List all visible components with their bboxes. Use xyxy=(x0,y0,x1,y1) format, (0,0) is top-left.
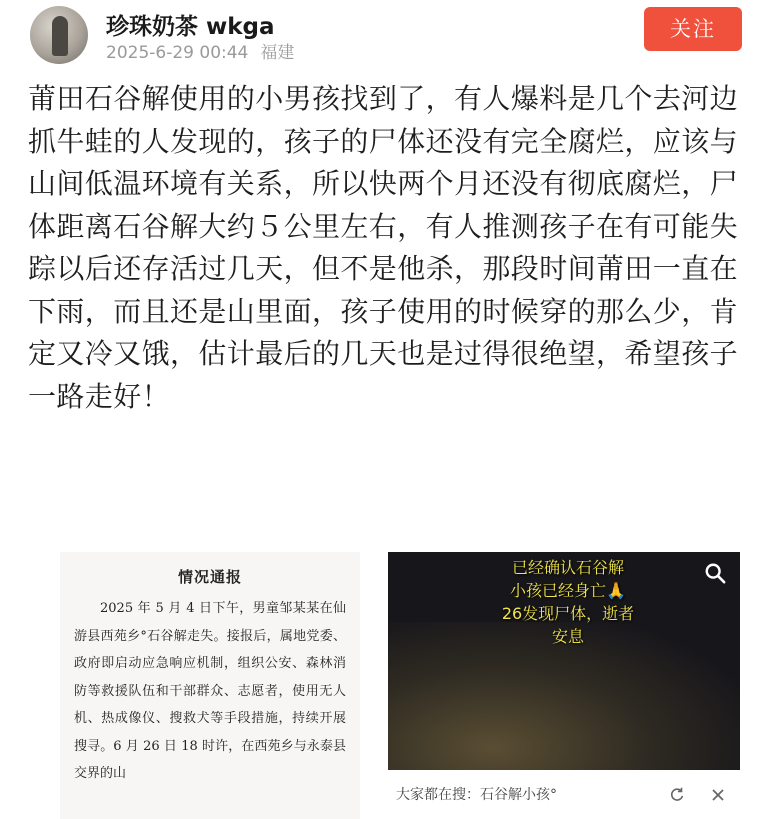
video-caption xyxy=(468,556,668,648)
avatar[interactable] xyxy=(30,6,88,64)
video-caption-line: 小孩已经身亡🙏 xyxy=(510,581,626,600)
video-thumbnail[interactable] xyxy=(388,552,740,770)
post-images xyxy=(0,552,770,819)
follow-button[interactable]: 关注 xyxy=(644,7,742,51)
search-suggestion-text[interactable]: 大家都在搜：石谷解小孩° xyxy=(396,787,557,803)
post-location: 福建 xyxy=(260,43,295,63)
video-caption-line: 安息 xyxy=(551,627,584,646)
post-text-start: 莆田 xyxy=(28,82,85,115)
author-name[interactable]: 珍珠奶茶 wkga xyxy=(106,14,275,40)
post-meta xyxy=(106,38,306,63)
close-icon[interactable] xyxy=(710,787,726,803)
post-body xyxy=(28,78,750,418)
notice-body: 2025 年 5 月 4 日下午，男童邹某某在仙游县西苑乡°石谷解走失。接报后，属地党委、政府即启动应急响应机制，组织公安、森林消防等救援队伍和干部群众、志愿者，使用无人机、热成像仪、搜救犬等手段措施，持续开展搜寻。6 月 26 日 18 时许，在西苑乡与永泰县交界的山 xyxy=(74,601,346,781)
post-header xyxy=(0,0,770,70)
video-caption-line: 已经确认石谷解 xyxy=(511,558,624,577)
post-text-rest: 使用的小男孩找到了，有人爆料是几个去河边抓牛蛙的人发现的，孩子的尸体还没有完全腐烂，应该与山间低温环境有关系，所以快两个月还没有彻底腐烂，尸体距离石谷解大约５公里左右，有人推测孩子在有可能失踪以后还存活过几天，但不是他杀，那段时间莆田一直在下雨，而且还是山里面，孩子使用的时候穿的那么少，肯定又冷又饿，估计最后的几天也是过得很绝望，希望孩子一路走好！ xyxy=(28,82,739,413)
search-icon[interactable] xyxy=(704,562,726,584)
search-suggestion-bar[interactable] xyxy=(388,778,740,814)
video-caption-line: 26发现尸体，逝者 xyxy=(501,604,635,623)
refresh-icon[interactable] xyxy=(668,786,686,804)
notice-title: 情况通报 xyxy=(177,568,242,586)
notice-image[interactable] xyxy=(60,552,360,819)
post-date: 2025-6-29 00:44 xyxy=(106,43,249,63)
post-highlight-link[interactable]: 石谷解 xyxy=(84,82,171,115)
